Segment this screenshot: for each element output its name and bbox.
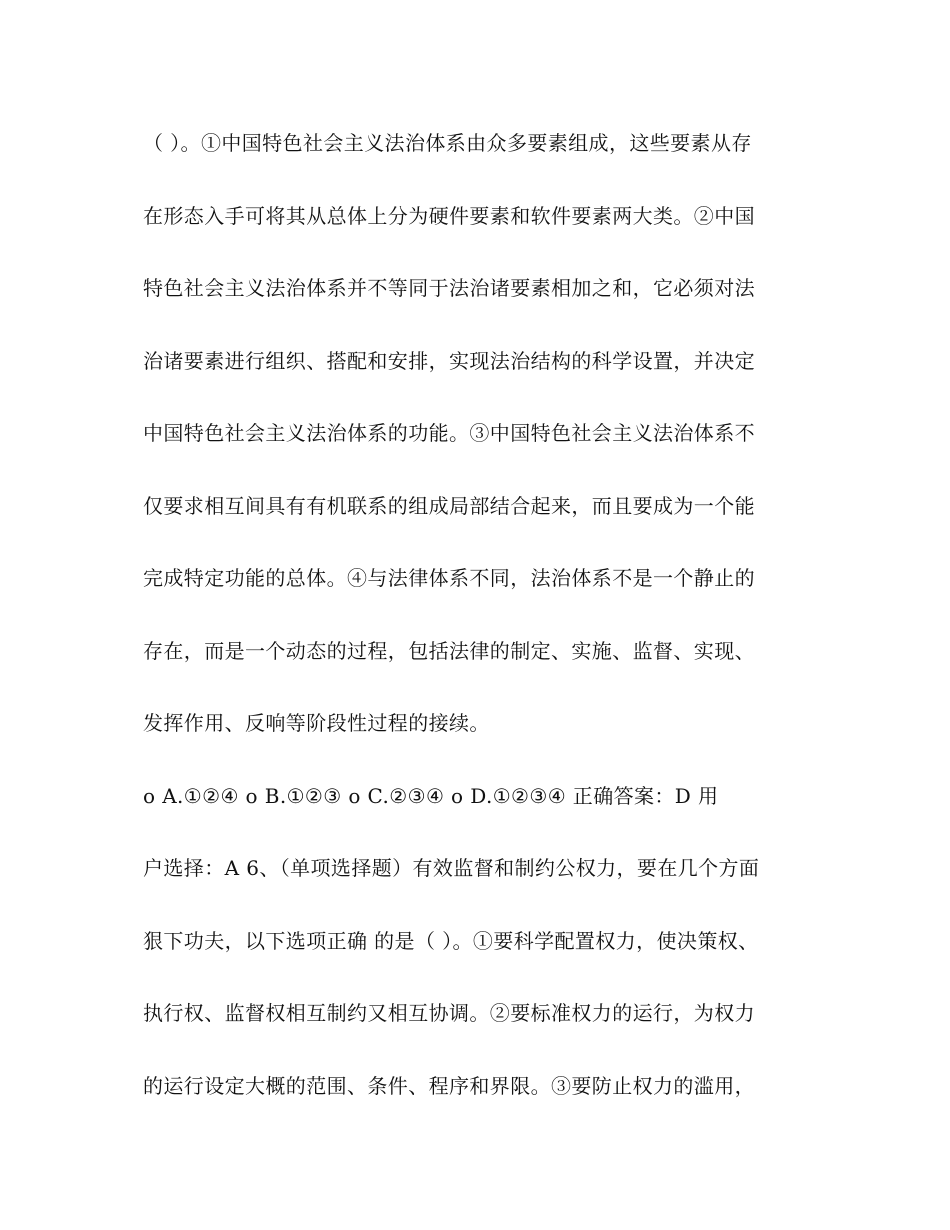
text-line: 特色社会主义法治体系并不等同于法治诸要素相加之和，它必须对法 xyxy=(143,276,755,300)
text-line: 治诸要素进行组织、搭配和安排，实现法治结构的科学设置，并决定 xyxy=(143,349,755,373)
text-line: （ ）。①中国特色社会主义法治体系由众多要素组成，这些要素从存 xyxy=(143,131,752,155)
answer-options-line: o A.①②④ o B.①②③ o C.②③④ o D.①②③④ 正确答案：D 用 xyxy=(143,784,719,808)
text-line: 狠下功夫，以下选项正确 的是（ ）。①要科学配置权力，使决策权、 xyxy=(143,929,759,953)
text-line: 完成特定功能的总体。④与法律体系不同，法治体系不是一个静止的 xyxy=(143,566,755,590)
text-line: 在形态入手可将其从总体上分为硬件要素和软件要素两大类。②中国 xyxy=(143,204,755,228)
text-line: 中国特色社会主义法治体系的功能。③中国特色社会主义法治体系不 xyxy=(143,421,755,445)
text-line: 仅要求相互间具有有机联系的组成局部结合起来，而且要成为一个能 xyxy=(143,494,755,518)
text-line: 户选择：A 6、（单项选择题）有效监督和制约公权力，要在几个方面 xyxy=(143,856,760,880)
text-line: 的运行设定大概的范围、条件、程序和界限。③要防止权力的滥用， xyxy=(143,1074,755,1098)
text-line: 存在，而是一个动态的过程，包括法律的制定、实施、监督、实现、 xyxy=(143,639,755,663)
text-line: 发挥作用、反响等阶段性过程的接续。 xyxy=(143,711,490,735)
text-line: 执行权、监督权相互制约又相互协调。②要标准权力的运行，为权力 xyxy=(143,1001,755,1025)
